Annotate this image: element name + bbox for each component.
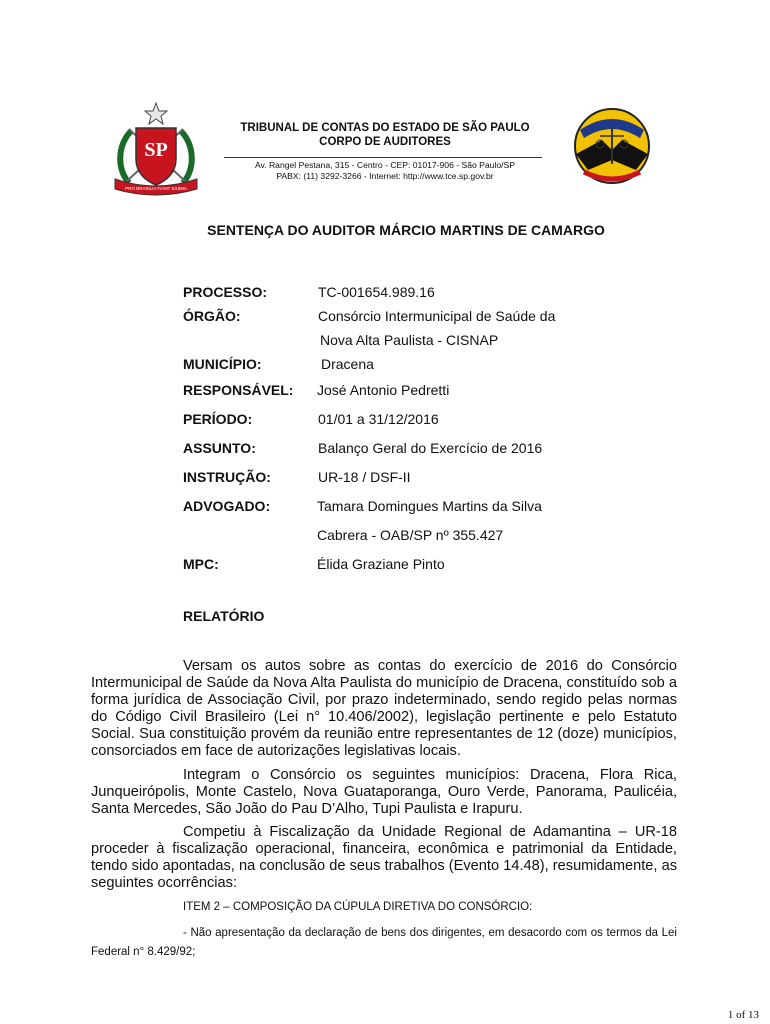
item-2-text: - Não apresentação da declaração de bens dos dirigentes, em desacordo com os termos da Lei Federal n° 8.429/92;	[91, 927, 677, 958]
page-number: 1 of 13	[727, 1009, 759, 1021]
paragraph-1	[91, 658, 677, 760]
paragraph-1-text: Versam os autos sobre as contas do exercício de 2016 do Consórcio Intermunicipal de Saúde da Nova Alta Paulista do município de Dracena, constituído sob a forma jurídica de Associação Civil, por prazo indeterminado, sendo regido pelas normas do Código Civil Brasileiro (Lei n° 10.406/2002), legislação pertinente e pelo Estatuto Social. Sua constituição provém da reunião entre representantes de 12 (doze) municípios, consorciados em face de autorizações legislativas locais.	[91, 658, 677, 759]
address-line: Av. Rangel Pestana, 315 - Centro - CEP: 01017-906 - São Paulo/SP	[254, 160, 516, 170]
orgao-value-line1: Consórcio Intermunicipal de Saúde da	[318, 308, 556, 324]
municipio-value: Dracena	[321, 356, 374, 372]
instrucao-label: INSTRUÇÃO:	[183, 469, 271, 485]
item-2-text-block	[91, 924, 677, 962]
municipio-label: MUNICÍPIO:	[183, 356, 262, 372]
org-name: TRIBUNAL DE CONTAS DO ESTADO DE SÃO PAULO	[240, 122, 530, 134]
item-2-heading: ITEM 2 – COMPOSIÇÃO DA CÚPULA DIRETIVA DO CONSÓRCIO:	[183, 901, 533, 913]
periodo-label: PERÍODO:	[183, 411, 253, 427]
responsavel-label: RESPONSÁVEL:	[183, 382, 294, 398]
advogado-value-line1: Tamara Domingues Martins da Silva	[317, 498, 542, 514]
org-division: CORPO DE AUDITORES	[319, 136, 451, 148]
sp-coat-of-arms-logo	[109, 101, 203, 197]
seal-motto: PRO BRASILIA FIANT EXIMIA	[125, 186, 187, 191]
responsavel-value: José Antonio Pedretti	[317, 382, 450, 398]
relatorio-heading: RELATÓRIO	[183, 608, 265, 624]
document-title: SENTENÇA DO AUDITOR MÁRCIO MARTINS DE CAMARGO	[207, 222, 605, 238]
paragraph-2	[91, 767, 677, 818]
processo-value: TC-001654.989.16	[318, 284, 435, 300]
assunto-label: ASSUNTO:	[183, 440, 256, 456]
paragraph-2-text: Integram o Consórcio os seguintes municípios: Dracena, Flora Rica, Junqueirópolis, Monte Castelo, Nova Guataporanga, Ouro Verde, Panorama, Paulicéia, Santa Mercedes, São João do Pau D’Alho, Tupi Paulista e Irapuru.	[91, 767, 677, 817]
processo-label: PROCESSO:	[183, 284, 268, 300]
mpc-value: Élida Graziane Pinto	[317, 556, 445, 572]
header-title	[200, 121, 570, 149]
mpc-label: MPC:	[183, 556, 219, 572]
contact-line: PABX: (11) 3292-3266 - Internet: http://www.tce.sp.gov.br	[276, 171, 494, 181]
periodo-value: 01/01 a 31/12/2016	[318, 411, 439, 427]
advogado-label: ADVOGADO:	[183, 498, 271, 514]
seal-letters: SP	[144, 139, 168, 161]
auditors-seal-logo	[566, 106, 658, 188]
paragraph-3	[91, 824, 677, 892]
header-divider	[224, 157, 542, 158]
instrucao-value: UR-18 / DSF-II	[318, 469, 411, 485]
advogado-value-line2: Cabrera - OAB/SP nº 355.427	[317, 527, 504, 543]
paragraph-3-text: Competiu à Fiscalização da Unidade Regional de Adamantina – UR-18 proceder à fiscalização operacional, financeira, econômica e patrimonial da Entidade, tendo sido apontadas, na conclusão de seus trabalhos (Evento 14.48), resumidamente, as seguintes ocorrências:	[91, 824, 677, 891]
assunto-value: Balanço Geral do Exercício de 2016	[318, 440, 543, 456]
orgao-value-line2: Nova Alta Paulista - CISNAP	[320, 332, 499, 348]
header-address	[200, 160, 570, 182]
orgao-label: ÓRGÃO:	[183, 308, 241, 324]
